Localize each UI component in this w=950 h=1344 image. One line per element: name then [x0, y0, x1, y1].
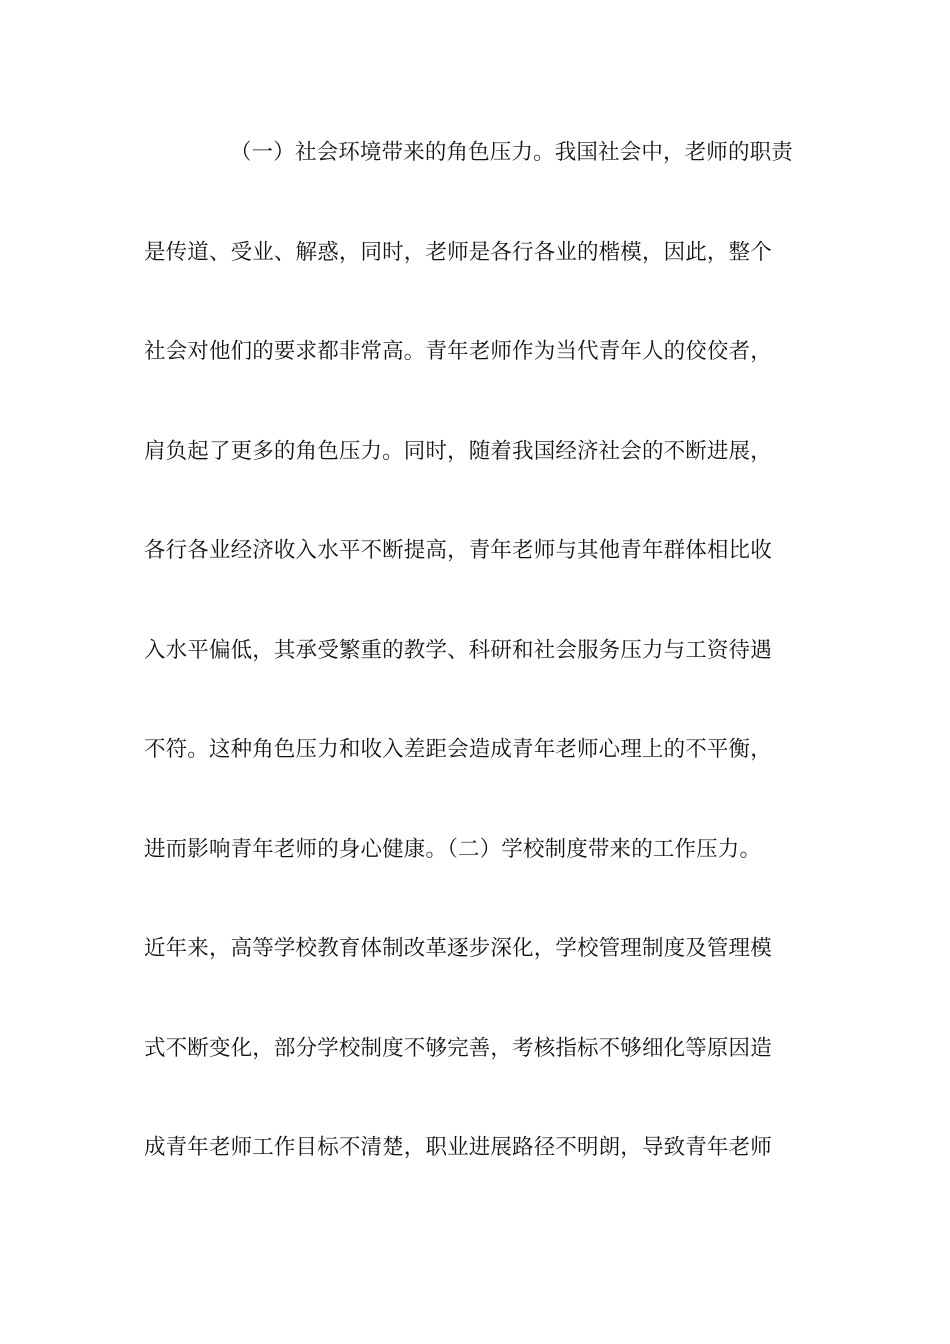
text-line: 式不断变化，部分学校制度不够完善，考核指标不够细化等原因造 — [144, 1035, 772, 1061]
text-line: （一）社会环境带来的角色压力。我国社会中，老师的职责 — [230, 140, 793, 165]
text-line: 社会对他们的要求都非常高。青年老师作为当代青年人的佼佼者， — [144, 339, 772, 364]
body-paragraph — [144, 130, 808, 1225]
text-line: 成青年老师工作目标不清楚，职业进展路径不明朗，导致青年老师 — [144, 1135, 772, 1160]
text-line: 进而影响青年老师的身心健康。（二）学校制度带来的工作压力。 — [144, 836, 762, 862]
text-line: 各行各业经济收入水平不断提高，青年老师与其他青年群体相比收 — [144, 538, 772, 563]
text-line: 是传道、受业、解惑，同时，老师是各行各业的楷模，因此，整个 — [144, 239, 772, 265]
text-line: 入水平偏低，其承受繁重的教学、科研和社会服务压力与工资待遇 — [144, 637, 772, 663]
text-line: 肩负起了更多的角色压力。同时，随着我国经济社会的不断进展， — [144, 438, 772, 464]
text-line: 近年来，高等学校教育体制改革逐步深化，学校管理制度及管理模 — [144, 936, 772, 961]
text-line: 不符。这种角色压力和收入差距会造成青年老师心理上的不平衡， — [144, 737, 772, 762]
